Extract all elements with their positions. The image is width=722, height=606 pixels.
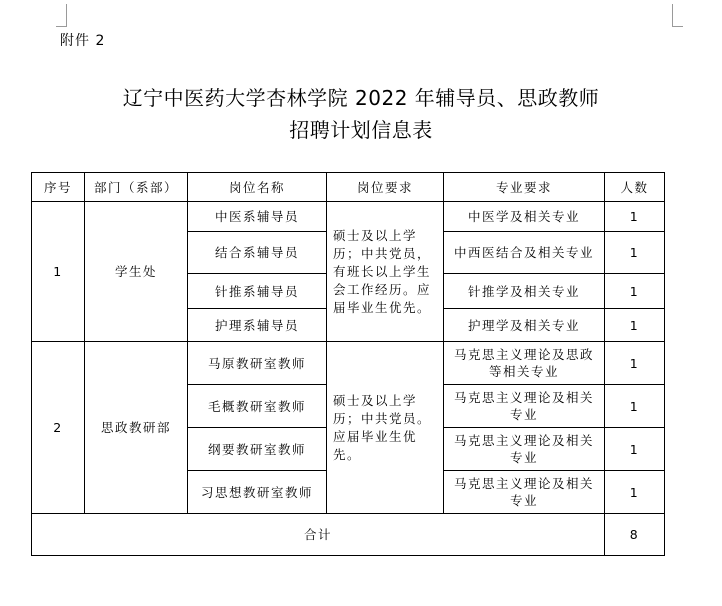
- crop-mark-top-left: [56, 4, 67, 27]
- major-requirement: 中西医结合及相关专业: [444, 232, 605, 274]
- position-name: 纲要教研室教师: [188, 428, 327, 471]
- recruitment-plan-table: [31, 172, 665, 556]
- headcount: 1: [605, 274, 665, 309]
- position-name: 习思想教研室教师: [188, 471, 327, 514]
- attachment-label: 附件 2: [60, 33, 106, 49]
- total-count: 8: [605, 514, 665, 556]
- position-name: 护理系辅导员: [188, 309, 327, 342]
- position-name: 中医系辅导员: [188, 202, 327, 232]
- group-dept: 学生处: [85, 202, 188, 342]
- table-total-row: [32, 514, 665, 556]
- position-name: 结合系辅导员: [188, 232, 327, 274]
- position-name: 马原教研室教师: [188, 342, 327, 385]
- document-title-line-2: 招聘计划信息表: [289, 118, 433, 142]
- crop-mark-top-right: [672, 4, 683, 27]
- headcount: 1: [605, 342, 665, 385]
- position-requirements: 硕士及以上学历；中共党员。应届毕业生优先。: [327, 342, 444, 514]
- group-dept: 思政教研部: [85, 342, 188, 514]
- headcount: 1: [605, 471, 665, 514]
- position-name: 毛概教研室教师: [188, 385, 327, 428]
- group-seq: 1: [32, 202, 85, 342]
- table-header-row: [32, 173, 665, 202]
- table-row: [32, 342, 665, 385]
- headcount: 1: [605, 202, 665, 232]
- header-seq: 序号: [32, 173, 85, 202]
- document-title-line-1: 辽宁中医药大学杏林学院 2022 年辅导员、思政教师: [122, 86, 600, 110]
- header-major: 专业要求: [444, 173, 605, 202]
- major-requirement: 中医学及相关专业: [444, 202, 605, 232]
- headcount: 1: [605, 385, 665, 428]
- position-requirements: 硕士及以上学历；中共党员，有班长以上学生会工作经历。应届毕业生优先。: [327, 202, 444, 342]
- headcount: 1: [605, 309, 665, 342]
- major-requirement: 马克思主义理论及相关专业: [444, 385, 605, 428]
- header-count: 人数: [605, 173, 665, 202]
- header-requirements: 岗位要求: [327, 173, 444, 202]
- headcount: 1: [605, 232, 665, 274]
- group-seq: 2: [32, 342, 85, 514]
- major-requirement: 马克思主义理论及相关专业: [444, 471, 605, 514]
- major-requirement: 针推学及相关专业: [444, 274, 605, 309]
- total-label: 合计: [32, 514, 605, 556]
- header-position: 岗位名称: [188, 173, 327, 202]
- major-requirement: 马克思主义理论及思政等相关专业: [444, 342, 605, 385]
- major-requirement: 马克思主义理论及相关专业: [444, 428, 605, 471]
- position-name: 针推系辅导员: [188, 274, 327, 309]
- headcount: 1: [605, 428, 665, 471]
- header-dept: 部门（系部）: [85, 173, 188, 202]
- major-requirement: 护理学及相关专业: [444, 309, 605, 342]
- table-row: [32, 202, 665, 232]
